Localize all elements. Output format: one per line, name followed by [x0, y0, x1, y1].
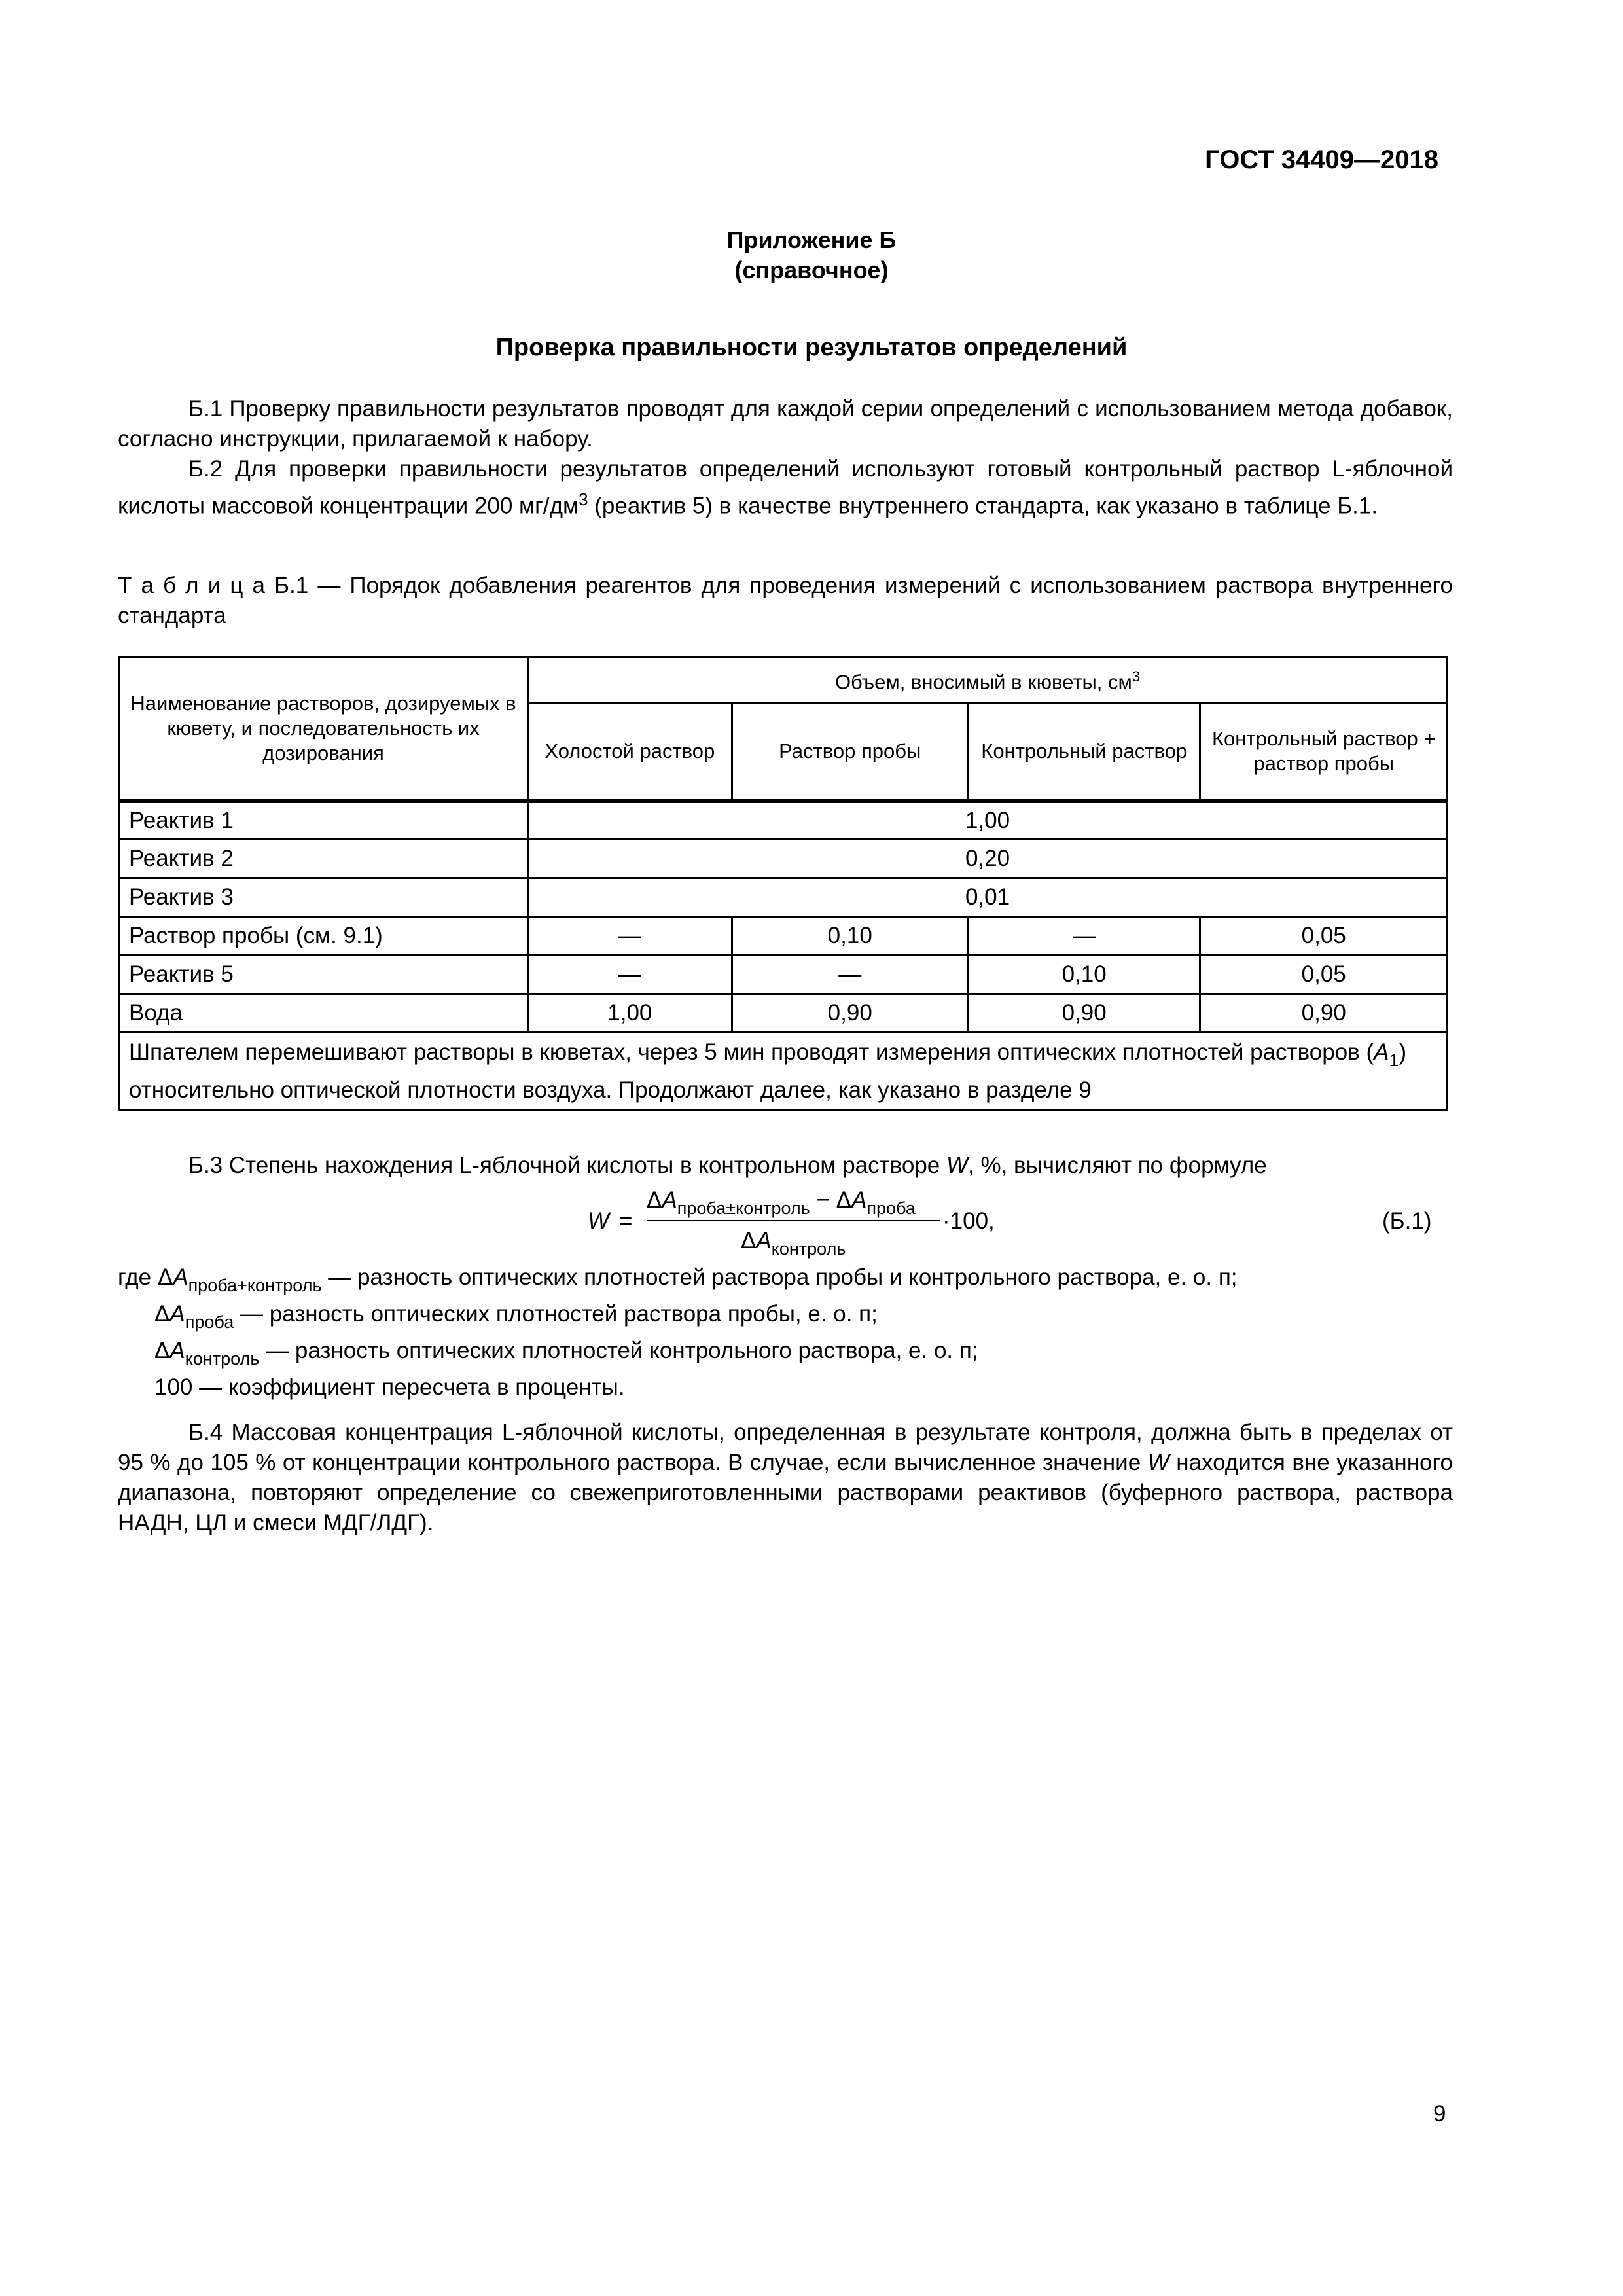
where-item: где $\Delta A_{проба+контроль}$ — разность оптических плотностей раствора пробы и контрольного раствора, е. о. п; [118, 1265, 1238, 1295]
table-row: Реактив 5 — — 0,10 0,05 [119, 956, 1448, 994]
paragraph-b2: Б.2 Для проверки правильности результатов определений используют готовый контрольный раствор L-яблочной кислоты массовой концентрации 200 $мг/дм^3$ (реактив 5) в качестве внутреннего стандарта, как указано в таблице Б.1. [118, 456, 1453, 519]
table-row: Реактив 3 0,01 [119, 878, 1448, 917]
page-number: 9 [1433, 2101, 1446, 2126]
table-caption-label: Т а б л и ц а Б.1 [118, 573, 309, 598]
paragraph-b1: Б.1 Проверку правильности результатов проводят для каждой серии определений с использованием метода добавок, согласно инструкции, прилагаемой к набору. [118, 396, 1453, 452]
formula-denominator: $\Delta A_{контроль}$ [741, 1228, 846, 1259]
appendix-subtitle: (справочное) [734, 257, 889, 283]
formula-reference: (Б.1) [1382, 1208, 1432, 1234]
paragraph-b4: Б.4 Массовая концентрация L-яблочной кислоты, определенная в результате контроля, должна быть в пределах от 95 % до 105 % от концентрации контрольного раствора. В случае, если вычисленное значение W находится вне указанного диапазона, повторяют определение со свежеприготовленными растворами реактивов (буферного раствора, раствора НАДН, ЦЛ и смеси МДГ/ЛДГ). [118, 1420, 1453, 1535]
table-row: Вода 1,00 0,90 0,90 0,90 [119, 994, 1448, 1033]
fraction-line [647, 1220, 940, 1221]
table-row: Реактив 1 1,00 [119, 801, 1448, 840]
table-column-header: Раствор пробы [732, 703, 968, 801]
where-item: $\Delta A_{проба}$ — разность оптических плотностей раствора пробы, е. о. п; [154, 1301, 878, 1332]
formula-multiplier: ·100, [942, 1208, 995, 1234]
formula-b1 [0, 1185, 1623, 1270]
table-header-group: Объем, вносимый в кюветы, $см^3$ [528, 657, 1448, 703]
formula-lhs: W [588, 1208, 610, 1234]
table-footnote-row [119, 1033, 1448, 1111]
appendix-title: Приложение Б [726, 226, 897, 253]
table-row: Раствор пробы (см. 9.1) — 0,10 — 0,05 [119, 917, 1448, 956]
table-column-header: Контрольный раствор [968, 703, 1200, 801]
reagent-table [118, 656, 1448, 1111]
formula-numerator: $\Delta A_{проба\pm контроль} - \Delta A_{проба}$ [647, 1187, 916, 1218]
table-header-left: Наименование растворов, дозируемых в кювету, и последовательность их дозирования [119, 657, 528, 801]
table-column-header: Контрольный раствор + раствор пробы [1200, 703, 1448, 801]
table-column-header: Холостой раствор [528, 703, 732, 801]
table-footnote: Шпателем перемешивают растворы в кюветах, через 5 мин проводят измерения оптических плотностей растворов $(A_1)$ относительно оптической плотности воздуха. Продолжают далее, как указано в разделе 9 [119, 1033, 1448, 1111]
table-row: Реактив 2 0,20 [119, 840, 1448, 878]
where-item: 100 — коэффициент пересчета в проценты. [154, 1374, 625, 1400]
where-item: $\Delta A_{контроль}$ — разность оптических плотностей контрольного раствора, е. о. п; [154, 1338, 978, 1369]
table-caption: Т а б л и ц а Б.1 — Порядок добавления реагентов для проведения измерений с использованием раствора внутреннего стандарта [118, 573, 1453, 628]
paragraph-b3: Б.3 Степень нахождения L-яблочной кислоты в контрольном растворе W, %, вычисляют по формуле [188, 1153, 1267, 1178]
standard-number: ГОСТ 34409—2018 [1205, 145, 1438, 174]
section-title: Проверка правильности результатов определений [495, 334, 1128, 361]
formula-equals: = [619, 1208, 633, 1234]
